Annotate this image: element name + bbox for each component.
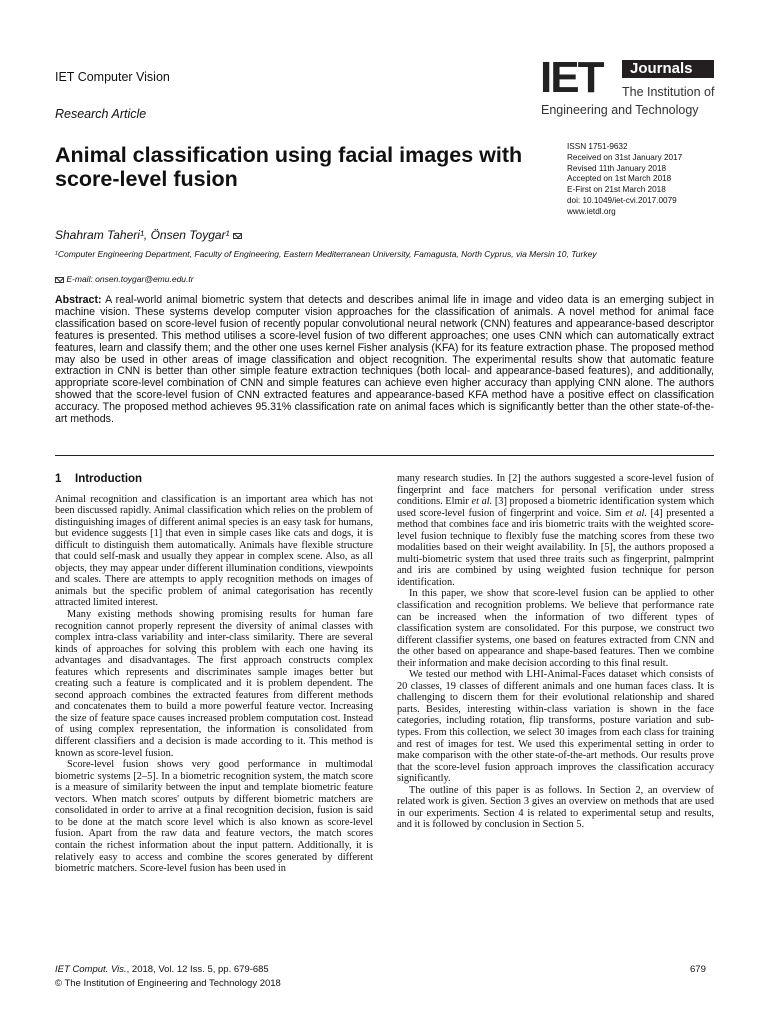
paragraph: We tested our method with LHI-Animal-Faces dataset which consists of 20 classes, 19 classes of different animals and one human faces class. It is challenging to discern them for their evolutional relationship and shared parts. Besides, interesting within-class variation is shown in the face categories, including rotation, flip transforms, posture variation and sub-types. From this collection, we select 30 images from each class for training and rest of images for test. We used this experimental setting in order to make comparison with the other state-of-the-art methods. Our results prove that the score-level fusion approach improves the classification accuracy significantly. (397, 669, 714, 785)
logo-journals-label: Journals (622, 60, 714, 78)
paragraph: In this paper, we show that score-level fusion can be applied to other classification and recognition problems. We believe that performance rate can be increased when the information of two different types of classification system are consolidated. For this purpose, we construct two different classifier systems, one based on features extracted from CNN and the other based on appearance and shape-based features. Then we combine their information and make decision according to this final result. (397, 588, 714, 669)
logo-line-1: The Institution of (622, 85, 715, 99)
issn: ISSN 1751-9632 (567, 142, 628, 151)
footer-citation (55, 964, 269, 975)
author-names: Shahram Taheri¹, Önsen Toygar¹ (55, 228, 230, 242)
received-date: Received on 31st January 2017 (567, 152, 683, 162)
iet-journals-logo (540, 53, 720, 122)
corresponding-email[interactable] (55, 274, 194, 284)
doi[interactable]: doi: 10.1049/iet-cvi.2017.0079 (567, 195, 677, 205)
journal-abbreviation: IET Comput. Vis. (55, 964, 127, 975)
accepted-date: Accepted on 1st March 2018 (567, 174, 672, 184)
envelope-icon (55, 277, 64, 283)
paragraph: The outline of this paper is as follows. In Section 2, an overview of related work is given. Section 3 gives an overview on methods that are used in our experiments. Section 4 is related to experimental setup and results, and it is followed by conclusion in Section 5. (397, 784, 714, 831)
section-number: 1 (55, 473, 62, 485)
text-run: [3] proposed a biometric identification system which used score-level fusion of fingerprint and voice. Sim (397, 496, 714, 519)
paragraph: Score-level fusion shows very good performance in multimodal biometric systems [2–5]. In a biometric recognition system, the match score is a measure of similarity between the input and template biometric feature vectors. When match scores' outputs by different biometric matchers are consolidated in order to arrive at a final recognition decision, fusion is said to be done at the match score level which is also known as score-level fusion. Apart from the raw data and feature vectors, the match scores contain the richest information about the input pattern. Additionally, it is relatively easy to access and combine the scores generated by different biometric matchers. Score-level fusion has been used in (55, 759, 373, 875)
citation-details: , 2018, Vol. 12 Iss. 5, pp. 679-685 (126, 964, 269, 975)
revised-date: Revised 11th January 2018 (567, 163, 667, 173)
page-number: 679 (690, 964, 706, 975)
paragraph: Many existing methods showing promising results for human fare recognition cannot properly represent the diversity of animal classes with complex intra-class variability and inter-class similarity. There are several kinds of approaches for solving this problem with each one having its advantages and disadvantages. The first approach constructs complex features which represents and discriminates sample images better but creating such a feature is complicated and it is problem dependent. The second approach combines the extracted features from different methods and concatenates them to build a more powerful feature vector. Increasing the size of feature space causes increased problem computation cost. Instead of using complex representation, the information is consolidated from different classifiers and a decision is made according to it. This method is known as score-level fusion. (55, 609, 373, 759)
affiliation: ¹Computer Engineering Department, Faculty of Engineering, Eastern Mediterranean University, Famagusta, North Cyprus, via Mersin 10, Turkey (55, 249, 597, 259)
logo-line-2: Engineering and Technology (541, 103, 699, 117)
section-divider (55, 455, 714, 456)
text-run: [4] presented a method that combines face and iris biometric traits with the weighted score-level fusion technique to flexibly fuse the matching scores from these two modalities based on their weight availability. In [5], the authors proposed a multi-biometric system that used three traits such as fingerprint, palmprint and iris are combined by using weighted fusion technique for person identification. (397, 507, 714, 588)
article-metadata (567, 142, 682, 218)
paper-title: Animal classification using facial images with score-level fusion (55, 143, 523, 191)
section-title: Introduction (75, 473, 143, 485)
text-run: many research studies. In [2] the authors suggested a score-level fusion of fingerprint and face matchers for personal verification under stress conditions. Elmir (397, 473, 714, 508)
article-type: Research Article (55, 107, 147, 121)
journal-url[interactable]: www.ietdl.org (567, 206, 616, 216)
abstract-label: Abstract: (55, 294, 102, 306)
journal-name: IET Computer Vision (55, 70, 170, 84)
text-run-italic: et al. (471, 496, 493, 508)
email-text[interactable]: E-mail: onsen.toygar@emu.edu.tr (66, 274, 194, 284)
efirst-date: E-First on 21st March 2018 (567, 185, 666, 195)
section-heading (55, 474, 373, 486)
left-column (55, 474, 373, 875)
abstract-text: A real-world animal biometric system that detects and describes animal life in image and video data is an emerging subject in machine vision. These systems develop computer vision approaches for the classification of animals. A novel method for animal face classification based on score-level fusion of recently popular convolutional neural network (CNN) features and appearance-based descriptor features is presented. This method utilises a score-level fusion of two different approaches; one uses CNN which can automatically extract features, learn and classify them; and the other one uses kernel Fisher analysis (KFA) for its feature extraction phase. The proposed method may also be used in other areas of image classification and object recognition. The experimental results show that automatic feature extraction in CNN is better than other simple feature extraction techniques (both local- and appearance-based features), and additionally, appropriate score-level combination of CNN and simple features can achieve even higher accuracy than applying CNN alone. The authors showed that the score-level fusion of CNN extracted features and appearance-based KFA method have a positive effect on classification accuracy. The proposed method achieves 95.31% classification rate on animal faces which is significantly better than the other state-of-the-art methods. (55, 294, 714, 426)
paragraph (397, 473, 714, 588)
author-line (55, 228, 242, 242)
logo-iet: IET (540, 53, 603, 102)
envelope-icon (233, 233, 242, 239)
footer-copyright: © The Institution of Engineering and Technology 2018 (55, 978, 281, 989)
abstract (55, 295, 714, 426)
right-column (397, 473, 714, 831)
text-run-italic: et al. (625, 507, 647, 519)
paragraph: Animal recognition and classification is an important area which has not been discussed rapidly. Animal classification which relies on the problem of distinguishing images of different animal species is an easy task for humans, but evidence suggests [1] that even in simple cases like cats and dogs, it is difficult to distinguish them automatically. Animals have flexible structure that could self-mask and usually they appear in complex scene. Also, as all objects, they may appear under different illumination conditions, viewpoints and scales. There are attempts to apply recognition methods on images of animals but the specific problem of animal categorisation has recently attracted limited interest. (55, 493, 373, 609)
